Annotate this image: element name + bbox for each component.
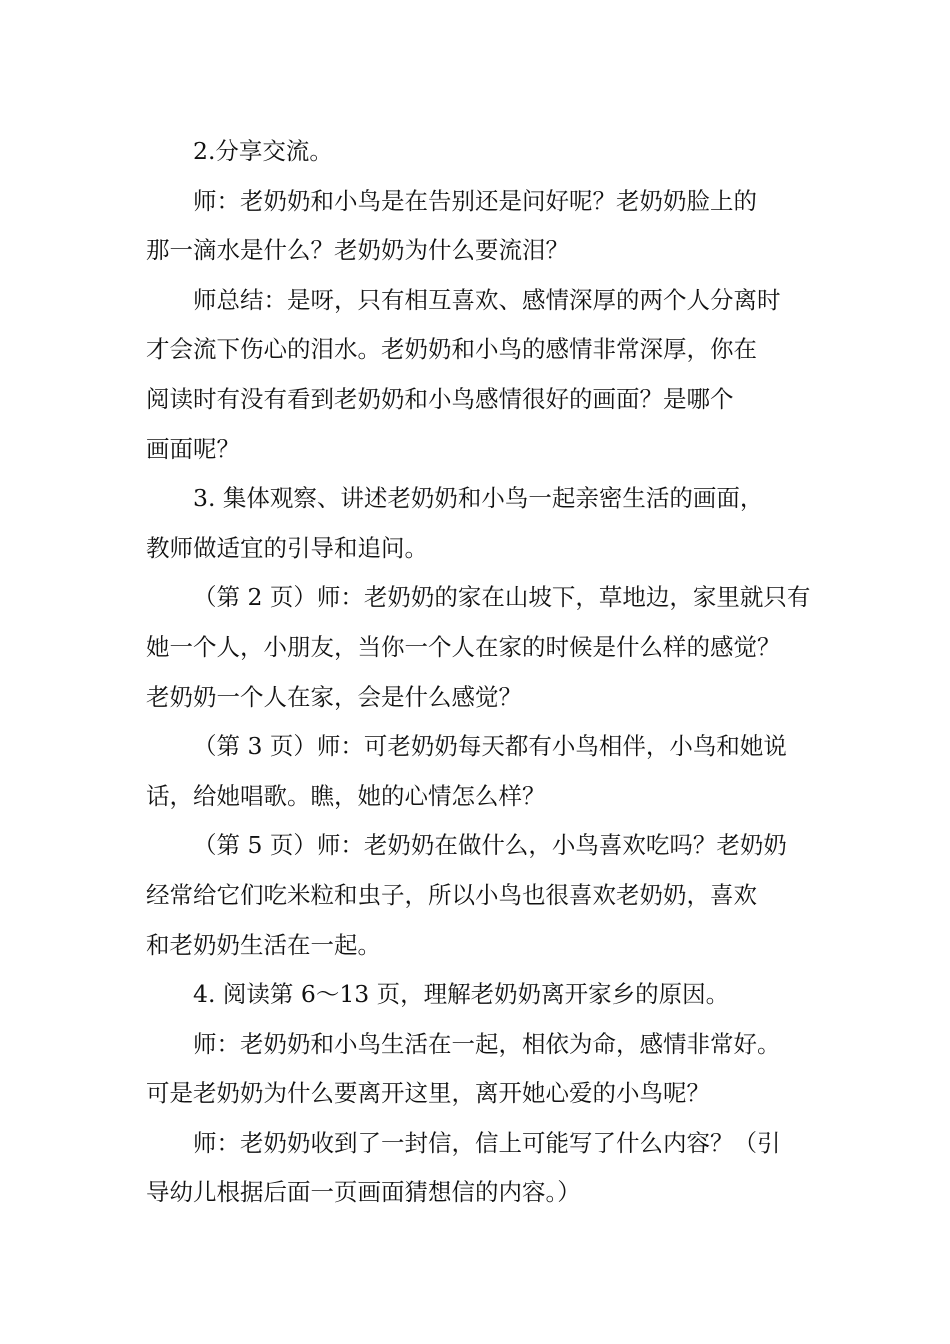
text-line: 3. 集体观察、讲述老奶奶和小鸟一起亲密生活的画面， — [193, 484, 764, 513]
paragraph-teacher-question-2 — [146, 1020, 818, 1119]
paragraph-teacher-summary — [146, 276, 818, 474]
text-line: 师：老奶奶收到了一封信，信上可能写了什么内容？（引 — [193, 1128, 781, 1157]
text-line: 导幼儿根据后面一页画面猜想信的内容。） — [146, 1178, 581, 1207]
text-line: 才会流下伤心的泪水。老奶奶和小鸟的感情非常深厚，你在 — [146, 335, 757, 364]
paragraph-section-2 — [146, 127, 818, 177]
text-line: 教师做适宜的引导和追问。 — [146, 533, 428, 562]
paragraph-page-2 — [146, 573, 818, 722]
text-line: 老奶奶一个人在家，会是什么感觉？ — [146, 682, 522, 711]
text-line: 话，给她唱歌。瞧，她的心情怎么样？ — [146, 781, 546, 810]
text-line: 师：老奶奶和小鸟是在告别还是问好呢？老奶奶脸上的 — [193, 186, 757, 215]
paragraph-page-3 — [146, 722, 818, 821]
text-line: 师总结：是呀，只有相互喜欢、感情深厚的两个人分离时 — [193, 285, 781, 314]
text-line: 画面呢？ — [146, 434, 240, 463]
text-line: 阅读时有没有看到老奶奶和小鸟感情很好的画面？是哪个 — [146, 384, 734, 413]
paragraph-teacher-question-1 — [146, 177, 818, 276]
text-line: 她一个人，小朋友，当你一个人在家的时候是什么样的感觉？ — [146, 632, 781, 661]
text-line: （第 2 页）师：老奶奶的家在山坡下，草地边，家里就只有 — [193, 583, 811, 612]
paragraph-teacher-question-3 — [146, 1119, 818, 1218]
paragraph-page-5 — [146, 821, 818, 970]
text-line: 2.分享交流。 — [193, 137, 333, 165]
text-line: 和老奶奶生活在一起。 — [146, 930, 381, 959]
text-line: 经常给它们吃米粒和虫子，所以小鸟也很喜欢老奶奶，喜欢 — [146, 880, 757, 909]
text-line: 师：老奶奶和小鸟生活在一起，相依为命，感情非常好。 — [193, 1029, 781, 1058]
text-line: （第 3 页）师：可老奶奶每天都有小鸟相伴，小鸟和她说 — [193, 732, 787, 761]
text-line: 那一滴水是什么？老奶奶为什么要流泪？ — [146, 236, 569, 265]
paragraph-section-4 — [146, 970, 818, 1020]
paragraph-section-3 — [146, 474, 818, 573]
text-line: （第 5 页）师：老奶奶在做什么，小鸟喜欢吃吗？老奶奶 — [193, 831, 787, 860]
document-body — [146, 127, 818, 1218]
text-line: 4. 阅读第 6～13 页，理解老奶奶离开家乡的原因。 — [193, 980, 730, 1009]
text-line: 可是老奶奶为什么要离开这里，离开她心爱的小鸟呢？ — [146, 1079, 710, 1108]
